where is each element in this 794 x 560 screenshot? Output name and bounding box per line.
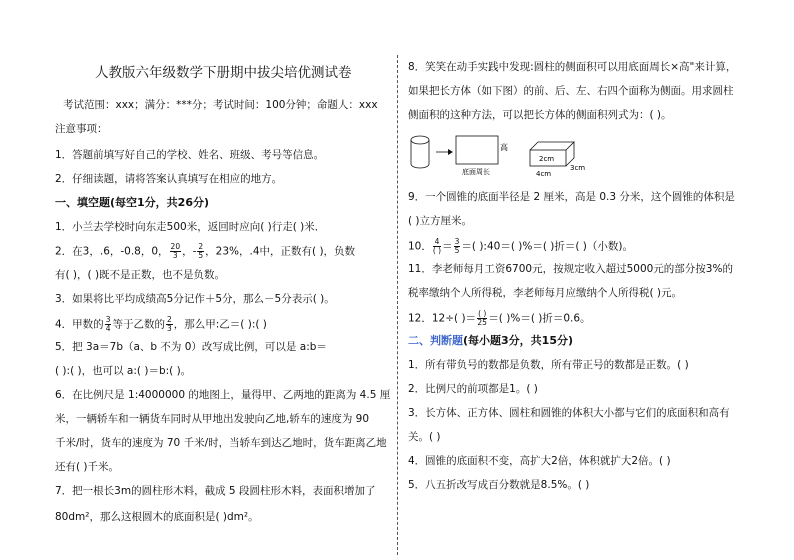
page-title: 人教版六年级数学下册期中拔尖培优测试卷 [95, 65, 352, 81]
question-6-line-2: 米，一辆轿车和一辆货车同时从甲地出发驶向乙地,轿车的速度为 90 [55, 413, 370, 425]
question-5-line-1: 5．把 3a＝7b（a、b 不为 0）改写成比例，可以是 a:b＝ [55, 341, 327, 353]
question-12: 12．12÷( )＝ $\frac{( )}{25}$ ＝( )%＝( )折＝0.6。 [408, 309, 591, 327]
notice-label: 注意事项： [55, 123, 108, 135]
cuboid-width-label: 3cm [570, 164, 586, 172]
question-6-line-4: 还有( )千米。 [55, 461, 120, 473]
question-8-line-2: 如果把长方体（如下图）的前、后、左、右四个面称为侧面。用求圆柱 [408, 85, 734, 97]
fraction: $\frac{20}{3}$ [170, 242, 181, 260]
column-divider [397, 55, 398, 555]
fraction: $\frac{3}{5}$ [454, 237, 460, 255]
question-1: 1．小兰去学校时向东走500米，返回时应向( )行走( )米． [55, 221, 326, 233]
arrow-head [448, 149, 453, 155]
judge-3-line-1: 3．长方体、正方体、圆柱和圆锥的体积大小都与它们的底面积和高有 [408, 407, 730, 419]
question-7-line-2: 80dm²，那么这根圆木的底面积是( )dm²。 [55, 511, 259, 523]
cuboid-height-label: 2cm [539, 155, 555, 163]
section-1-heading: 一、填空题(每空1分，共26分) [55, 196, 210, 209]
judge-3-line-2: 关。( ) [408, 431, 441, 443]
fraction: $\frac{4}{( )}$ [432, 237, 442, 255]
question-11-line-1: 11．李老师每月工资6700元，按规定收入超过5000元的部分按3%的 [408, 263, 733, 275]
fraction: $\frac{2}{3}$ [166, 315, 172, 333]
cuboid-length-label: 4cm [536, 170, 552, 178]
notice-1: 1．答题前填写好自己的学校、姓名、班级、考号等信息。 [55, 149, 325, 161]
fraction: $\frac{( )}{25}$ [477, 309, 487, 327]
height-label: 高 [500, 143, 508, 152]
question-2-line-1: 2．在3，.6，-0.8，0， $\frac{20}{3}$ ，- $\frac{2}{5}$ ，23%，.4中，正数有( )，负数 [55, 242, 356, 260]
unrolled-rectangle [456, 136, 508, 176]
cuboid-figure [530, 142, 585, 178]
question-9-line-1: 9．一个圆锥的底面半径是 2 厘米，高是 0.3 分米，这个圆锥的体积是 [408, 191, 735, 203]
judge-5: 5．八五折改写成百分数就是8.5%。( ) [408, 479, 590, 491]
perimeter-label: 底面周长 [462, 168, 490, 176]
question-9-line-2: ( )立方厘米。 [408, 215, 473, 227]
judge-4: 4．圆锥的底面积不变，高扩大2倍，体积就扩大2倍。( ) [408, 455, 671, 467]
question-2-line-2: 有( )，( )既不是正数，也不是负数。 [55, 269, 226, 281]
question-10: 10． $\frac{4}{( )}$ ＝ $\frac{3}{5}$ ＝( ):40＝( )%＝( )折＝( )（小数)。 [408, 237, 633, 255]
section-2-heading: 二、判断题(每小题3分，共15分) [408, 334, 574, 347]
cylinder-figure [411, 136, 429, 168]
question-8-line-1: 8．笑笑在动手实践中发现:圆柱的侧面积可以用底面周长×高"来计算， [408, 61, 737, 73]
fraction: $\frac{2}{5}$ [198, 242, 204, 260]
question-7-line-1: 7．把一根长3m的圆柱形木料，截成 5 段圆柱形木料，表面积增加了 [55, 485, 376, 497]
judge-2: 2．比例尺的前项都是1。( ) [408, 383, 538, 395]
fraction: $\frac{3}{4}$ [105, 315, 111, 333]
figure-cylinder-cuboid [408, 130, 608, 180]
exam-info: 考试范围：xxx；满分：***分；考试时间：100分钟；命题人：xxx [63, 99, 378, 111]
question-3: 3．如果将比平均成绩高5分记作＋5分，那么－5分表示( )。 [55, 293, 335, 305]
notice-2: 2．仔细读题，请将答案认真填写在相应的地方。 [55, 173, 283, 185]
question-6-line-3: 千米/时，货车的速度为 70 千米/时，当轿车到达乙地时，货车距离乙地 [55, 437, 387, 449]
question-8-line-3: 侧面积的这种方法，可以把长方体的侧面积列式为：( )。 [408, 109, 672, 121]
judge-1: 1．所有带负号的数都是负数，所有带正号的数都是正数。( ) [408, 359, 689, 371]
question-4: 4．甲数的 $\frac{3}{4}$ 等于乙数的 $\frac{2}{3}$ ，那么甲:乙＝( ):( ) [55, 315, 267, 333]
question-5-line-2: ( ):( )，也可以 a:( )＝b:( )。 [55, 365, 192, 377]
question-11-line-2: 税率缴纳个人所得税，李老师每月应缴纳个人所得税( )元。 [408, 287, 683, 299]
question-6-line-1: 6．在比例尺是 1:4000000 的地图上，量得甲、乙两地的距离为 4.5 厘 [55, 389, 391, 401]
